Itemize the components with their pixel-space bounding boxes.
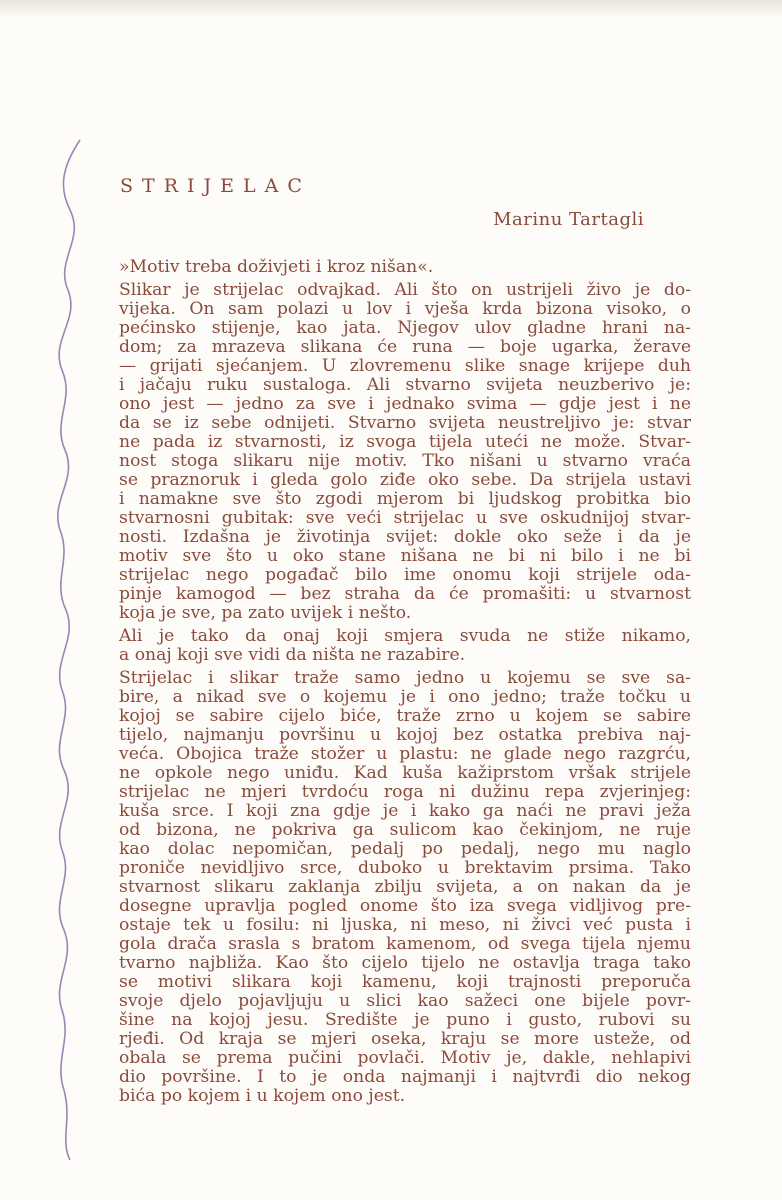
text-line: vijeka. On sam polazi u lov i vješa krda bizona visoko, o <box>119 299 691 319</box>
paragraph-1 <box>119 281 691 623</box>
text-line: stvarnost slikaru zaklanja zbilju svijeta, a on nakan da je <box>119 877 691 897</box>
text-line: rjeđi. Od kraja se mjeri oseka, kraju se more usteže, od <box>119 1029 691 1049</box>
text-line: strijelac nego pogađač bilo ime onomu koji strijele oda- <box>119 565 691 585</box>
text-line: šine na kojoj jesu. Središte je puno i gusto, rubovi su <box>119 1010 691 1030</box>
text-line: koja je sve, pa zato uvijek i nešto. <box>119 603 412 623</box>
text-line: svoje djelo pojavljuju u slici kao sažeci one bijele povr- <box>119 991 691 1011</box>
page-title: STRIJELAC <box>120 175 311 197</box>
text-line: kao dolac nepomičan, pedalj po pedalj, nego mu naglo <box>119 839 691 859</box>
text-line: nosti. Izdašna je životinja svijet: dokle oko seže i da je <box>119 527 691 547</box>
text-line: bića po kojem i u kojem ono jest. <box>119 1086 406 1106</box>
text-line: ne pada iz stvarnosti, iz svoga tijela uteći ne može. Stvar- <box>119 432 691 452</box>
paragraph-2 <box>119 627 691 665</box>
text-line: tijelo, najmanju površinu u kojoj bez ostatka prebiva naj- <box>119 725 691 745</box>
text-line: se motivi slikara koji kamenu, koji trajnosti preporuča <box>119 972 691 992</box>
text-line: kuša srce. I koji zna gdje je i kako ga naći ne pravi ježa <box>119 801 691 821</box>
text-line: strijelac ne mjeri tvrdoću roga ni dužinu repa zvjerinjeg: <box>119 782 691 802</box>
text-line: Strijelac i slikar traže samo jedno u kojemu se sve sa- <box>119 668 691 688</box>
text-line: nost stoga slikaru nije motiv. Tko nišani u stvarno vraća <box>119 451 691 471</box>
text-line: ne opkole nego uniđu. Kad kuša kažiprstom vršak strijele <box>119 763 691 783</box>
text-line: ono jest — jedno za sve i jednako svima — gdje jest i ne <box>119 394 691 414</box>
text-line: ostaje tek u fosilu: ni ljuska, ni meso, ni živci već pusta i <box>119 915 691 935</box>
text-line: a onaj koji sve vidi da ništa ne razabire. <box>119 645 466 665</box>
epigraph: »Motiv treba doživjeti i kroz nišan«. <box>119 257 434 277</box>
text-line: proniče nevidljivo srce, duboko u brektavim prsima. Tako <box>119 858 691 878</box>
text-line: obala se prema pučini povlači. Motiv je, dakle, nehlapivi <box>119 1048 691 1068</box>
text-line: motiv sve što u oko stane nišana ne bi ni bilo i ne bi <box>119 546 691 566</box>
text-line: gola drača srasla s bratom kamenom, od svega tijela njemu <box>119 934 691 954</box>
text-line: da se iz sebe odnijeti. Stvarno svijeta neustreljivo je: stvar <box>119 413 691 433</box>
body-text <box>119 258 691 1110</box>
text-line: Ali je tako da onaj koji smjera svuda ne stiže nikamo, <box>119 626 691 646</box>
text-line: Slikar je strijelac odvajkad. Ali što on ustrijeli živo je do- <box>119 280 691 300</box>
text-line: se praznoruk i gleda golo ziđe oko sebe. Da strijela ustavi <box>119 470 691 490</box>
text-line: dom; za mrazeva slikana će runa — boje ugarka, žerave <box>119 337 691 357</box>
text-line: pinje kamogod — bez straha da će promašiti: u stvarnost <box>119 584 691 604</box>
text-line: tvarno najbliža. Kao što cijelo tijelo ne ostavlja traga tako <box>119 953 691 973</box>
text-line: dio površine. I to je onda najmanji i najtvrđi dio nekog <box>119 1067 691 1087</box>
text-line: — grijati sjećanjem. U zlovremenu slike snage krijepe duh <box>119 356 691 376</box>
text-line: veća. Obojica traže stožer u plastu: ne glade nego razgrću, <box>119 744 691 764</box>
paragraph-3 <box>119 669 691 1106</box>
text-line: od bizona, ne pokriva ga sulicom kao čekinjom, ne ruje <box>119 820 691 840</box>
decorative-squiggle-line <box>40 130 95 1170</box>
text-line: bire, a nikad sve o kojemu je i ono jedno; traže točku u <box>119 687 691 707</box>
dedication: Marinu Tartagli <box>493 209 644 230</box>
text-line: pećinsko stijenje, kao jata. Njegov ulov gladne hrani na- <box>119 318 691 338</box>
text-line: i namakne sve što zgodi mjerom bi ljudskog probitka bio <box>119 489 691 509</box>
text-line: dosegne upravlja pogled onome što iza svega vidljivog pre- <box>119 896 691 916</box>
text-line: i jačaju ruku sustaloga. Ali stvarno svijeta neuzberivo je: <box>119 375 691 395</box>
text-line: kojoj se sabire cijelo biće, traže zrno u kojem se sabire <box>119 706 691 726</box>
scan-edge-shadow <box>0 0 782 18</box>
text-line: stvarnosni gubitak: sve veći strijelac u sve oskudnijoj stvar- <box>119 508 691 528</box>
